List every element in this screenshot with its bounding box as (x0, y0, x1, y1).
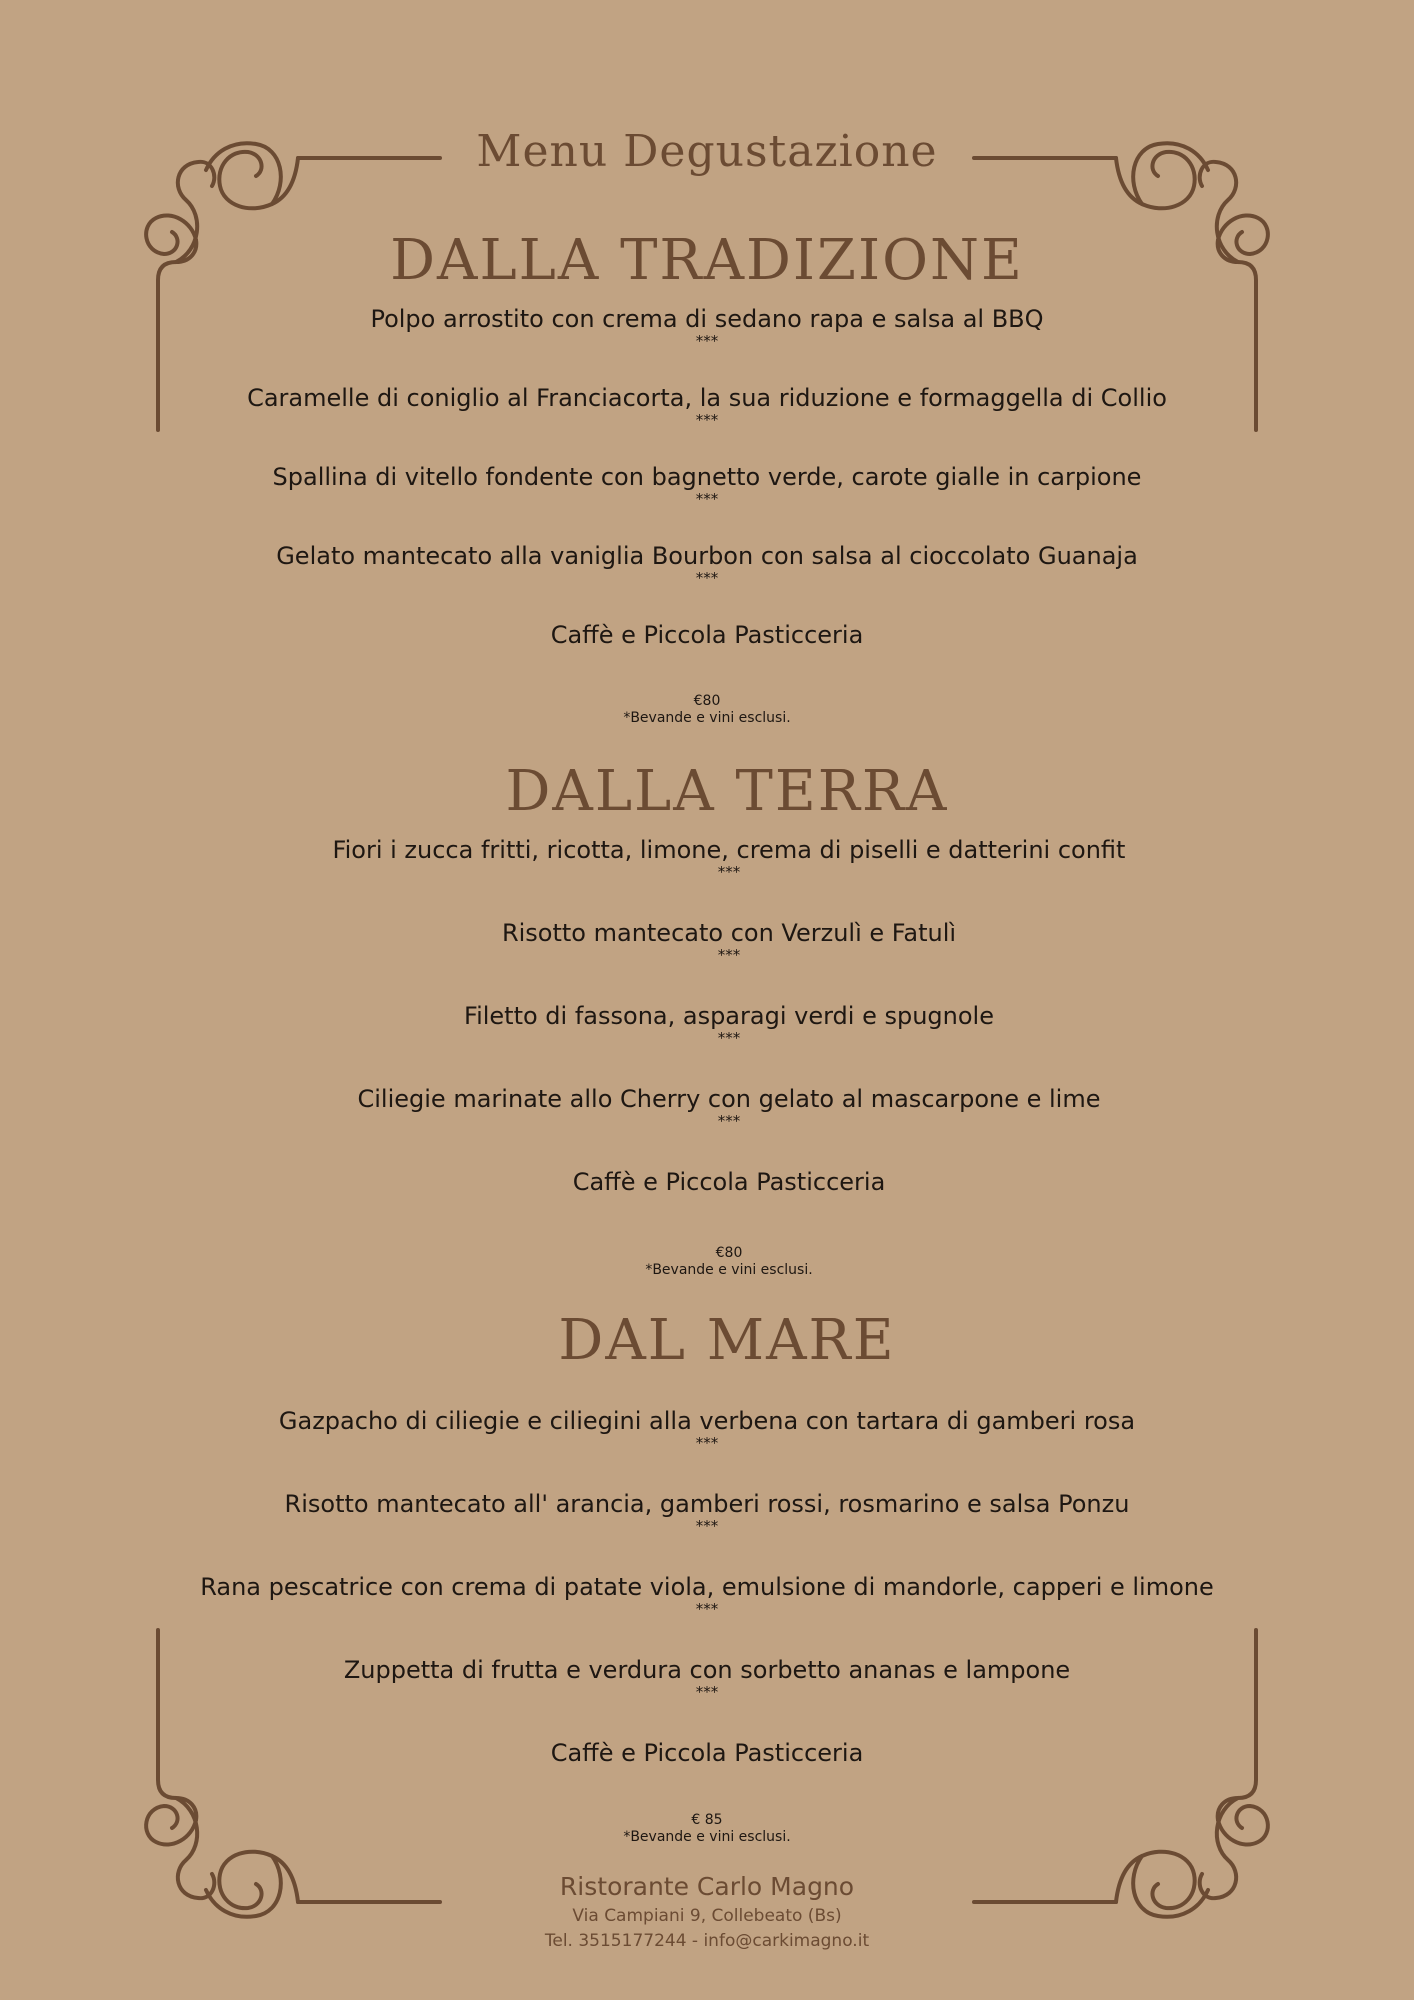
price-block (0, 693, 1414, 727)
dish-name: Rana pescatrice con crema di patate viola, emulsione di mandorle, capperi e limone (200, 1573, 1214, 1601)
dish-separator: *** (717, 863, 741, 881)
dish-item (0, 303, 1414, 382)
dish-item (0, 1405, 1414, 1488)
section-heading-terra: DALLA TERRA (505, 759, 949, 824)
dish-item (22, 1083, 1414, 1166)
section-dishes-tradizione (0, 303, 1414, 727)
dish-separator: *** (695, 1517, 719, 1535)
dish-name: Caffè e Piccola Pasticceria (572, 1168, 886, 1196)
dish-item (22, 917, 1414, 1000)
restaurant-name: Ristorante Carlo Magno (559, 1872, 855, 1901)
dish-separator: *** (717, 946, 741, 964)
dish-item (0, 619, 1414, 698)
dish-name: Zuppetta di frutta e verdura con sorbetto ananas e lampone (343, 1656, 1071, 1684)
dish-separator: *** (695, 1600, 719, 1618)
dish-name: Filetto di fassona, asparagi verdi e spugnole (464, 1002, 994, 1030)
dish-name: Caffè e Piccola Pasticceria (550, 621, 864, 649)
menu-price: €80 (693, 693, 721, 709)
price-note: *Bevande e vini esclusi. (645, 1262, 813, 1278)
dish-separator: *** (695, 569, 719, 587)
dish-separator: *** (695, 411, 719, 429)
section-dishes-mare (0, 1405, 1414, 1846)
dish-item (22, 834, 1414, 917)
dish-item (22, 1000, 1414, 1083)
dish-name: Caramelle di coniglio al Franciacorta, la sua riduzione e formaggella di Collio (247, 384, 1167, 412)
dish-separator: *** (695, 1434, 719, 1452)
restaurant-address: Via Campiani 9, Collebeato (Bs) (572, 1906, 842, 1926)
dish-item (0, 540, 1414, 619)
dish-item (0, 1571, 1414, 1654)
dish-separator: *** (695, 1683, 719, 1701)
dish-name: Risotto mantecato con Verzulì e Fatulì (501, 919, 957, 947)
price-note: *Bevande e vini esclusi. (623, 710, 791, 726)
restaurant-contact: Tel. 3515177244 - info@carkimagno.it (544, 1931, 870, 1951)
dish-separator: *** (695, 490, 719, 508)
section-heading-tradizione: DALLA TRADIZIONE (390, 228, 1024, 293)
section-heading-mare: DAL MARE (558, 1308, 896, 1373)
dish-separator: *** (695, 332, 719, 350)
dish-separator: *** (717, 1112, 741, 1130)
dish-separator: *** (717, 1029, 741, 1047)
restaurant-footer (0, 1870, 1414, 1954)
dish-name: Ciliegie marinate allo Cherry con gelato al mascarpone e lime (357, 1085, 1101, 1113)
price-note: *Bevande e vini esclusi. (623, 1829, 791, 1845)
section-dishes-terra (22, 834, 1414, 1279)
menu-title: Menu Degustazione (476, 126, 938, 177)
dish-name: Gelato mantecato alla vaniglia Bourbon con salsa al cioccolato Guanaja (276, 542, 1138, 570)
menu-price: €80 (715, 1245, 743, 1261)
dish-item (22, 1166, 1414, 1249)
dish-item (0, 1654, 1414, 1737)
dish-item (0, 382, 1414, 461)
dish-name: Spallina di vitello fondente con bagnetto verde, carote gialle in carpione (272, 463, 1142, 491)
dish-item (0, 461, 1414, 540)
menu-price: € 85 (691, 1812, 723, 1828)
dish-name: Polpo arrostito con crema di sedano rapa e salsa al BBQ (370, 305, 1044, 333)
dish-name: Risotto mantecato all' arancia, gamberi rossi, rosmarino e salsa Ponzu (284, 1490, 1130, 1518)
price-block (0, 1812, 1414, 1846)
dish-item (0, 1737, 1414, 1820)
price-block (22, 1245, 1414, 1279)
dish-name: Gazpacho di ciliegie e ciliegini alla verbena con tartara di gamberi rosa (278, 1407, 1136, 1435)
dish-name: Fiori i zucca fritti, ricotta, limone, crema di piselli e datterini confit (332, 836, 1126, 864)
dish-name: Caffè e Piccola Pasticceria (550, 1739, 864, 1767)
dish-item (0, 1488, 1414, 1571)
